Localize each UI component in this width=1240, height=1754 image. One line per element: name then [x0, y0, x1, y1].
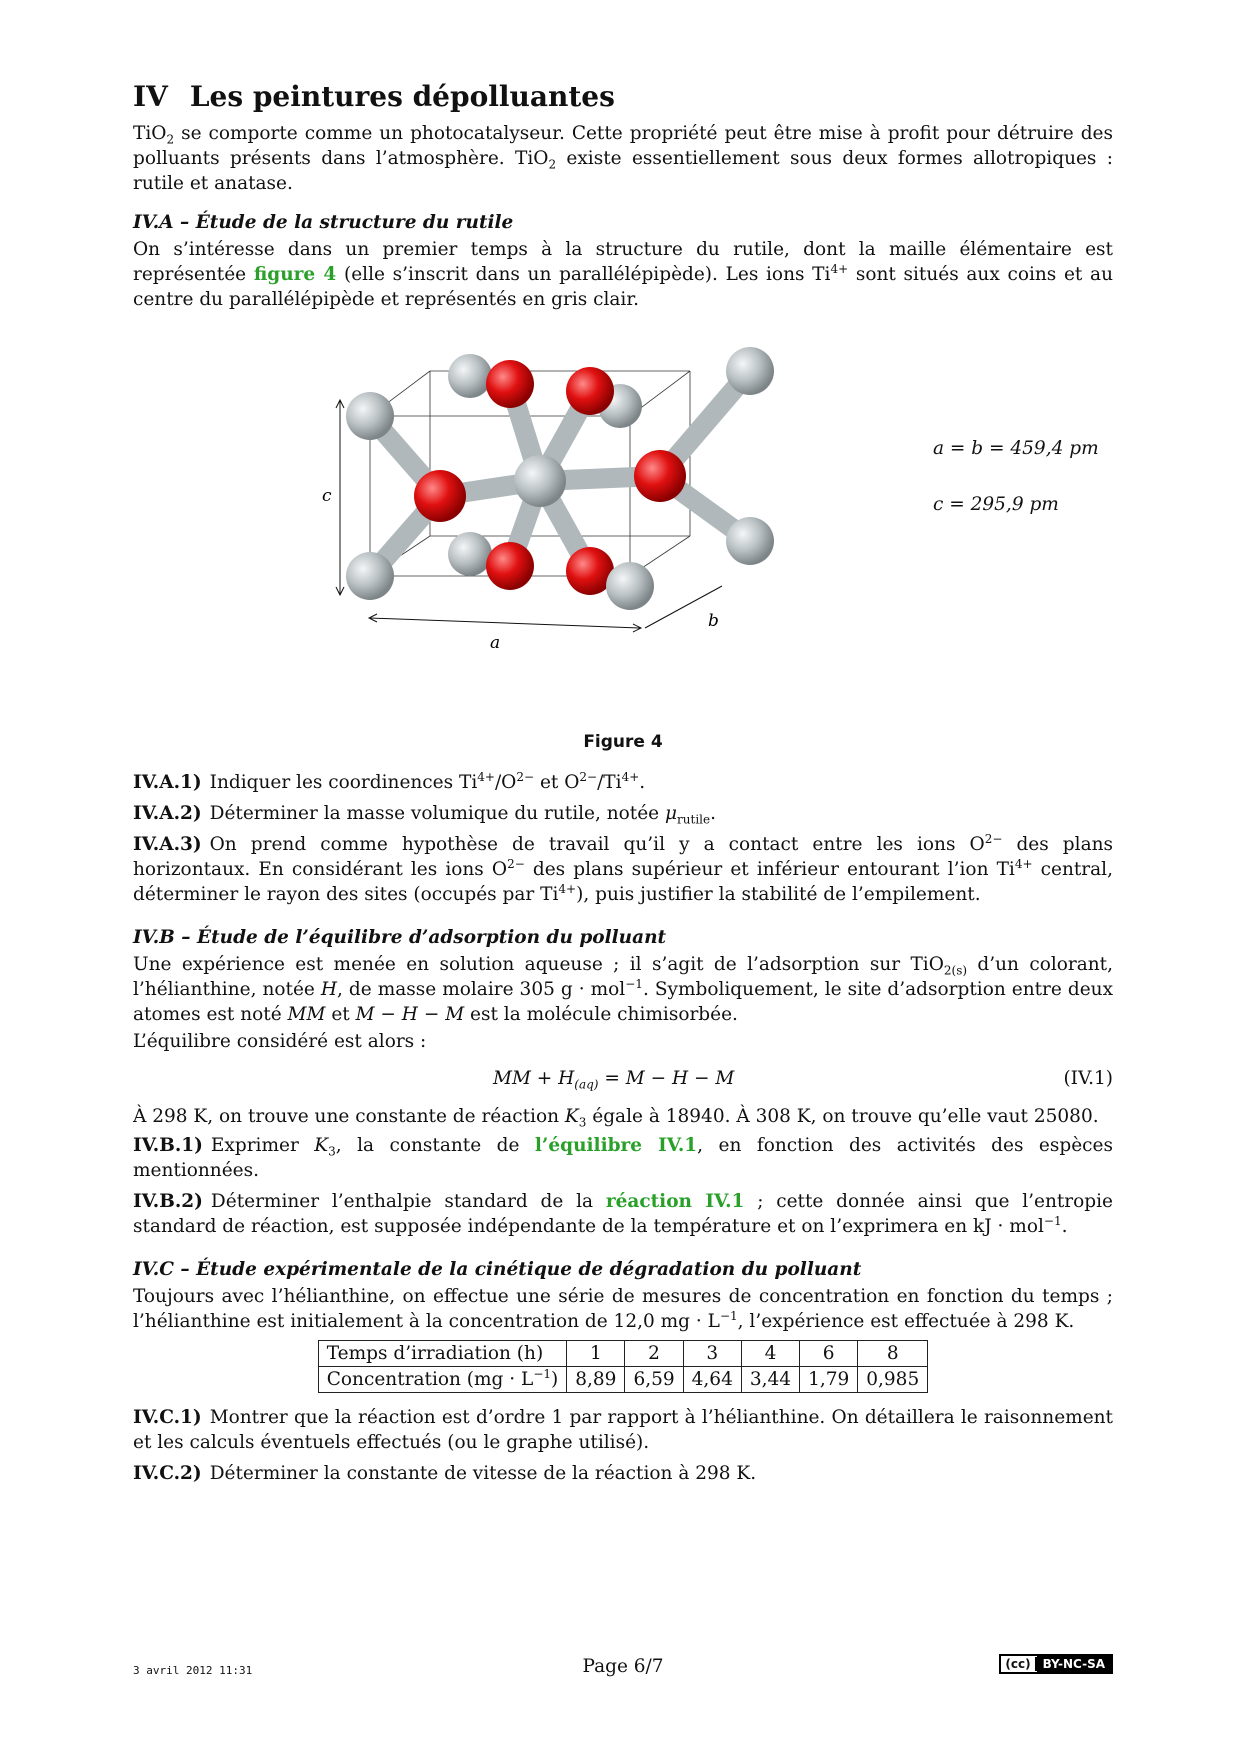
- figure-caption: Figure 4: [583, 732, 663, 752]
- superscript: 2−: [579, 769, 598, 784]
- ti-atom-center: [514, 455, 566, 507]
- question-b1: [133, 1133, 1113, 1183]
- text: . Symboliquement, le site d’adsorption entre deux atomes est noté: [133, 979, 1113, 1025]
- subscript: 3: [578, 1115, 587, 1130]
- equation-iv1: [133, 1064, 1113, 1098]
- concentration-cell: 1,79: [800, 1367, 858, 1393]
- table-row: [318, 1367, 927, 1393]
- text: Déterminer l’enthalpie standard de la: [210, 1191, 606, 1212]
- o-atom: [634, 450, 686, 502]
- question-number: IV.C.1): [133, 1407, 202, 1428]
- text: des plans horizontaux. En considérant les ions O: [133, 834, 1114, 880]
- part-a-paragraph: [133, 237, 1113, 312]
- text: ), puis justifier la stabilité de l’empilement.: [576, 884, 981, 905]
- text: Exprimer: [210, 1135, 315, 1156]
- subscript: 2: [166, 132, 175, 147]
- ti-atom: [448, 354, 492, 398]
- text: .: [710, 803, 717, 824]
- text: central, déterminer le rayon des sites (occupés par Ti: [133, 859, 1113, 905]
- text: Montrer que la réaction est d’ordre 1 par rapport à l’hélianthine. On détaillera le raisonnement et les calculs éventuels effectués (ou le graphe utilisé).: [133, 1407, 1113, 1453]
- equilibrium-link[interactable]: l’équilibre IV.1: [534, 1135, 698, 1156]
- ti-atom: [726, 347, 774, 395]
- text: /Ti: [597, 772, 622, 793]
- symbol-mu: μ: [665, 803, 678, 824]
- question-number: IV.A.3): [133, 834, 202, 855]
- superscript: 4+: [477, 769, 495, 784]
- row-label-concentration: [318, 1367, 566, 1393]
- superscript: 2−: [516, 769, 535, 784]
- concentration-cell: 6,59: [625, 1367, 683, 1393]
- row-label-time: Temps d’irradiation (h): [318, 1341, 566, 1367]
- subscript: 2(s): [943, 963, 968, 978]
- text: des plans supérieur et inférieur entourant l’ion Ti: [524, 859, 1015, 880]
- section-number: IV: [133, 80, 168, 113]
- text: et O: [534, 772, 580, 793]
- ti-atom: [346, 552, 394, 600]
- cell-parameters: [933, 436, 1099, 548]
- text: , la constante de: [335, 1135, 535, 1156]
- ti-atom: [346, 392, 394, 440]
- superscript: −1: [625, 976, 643, 991]
- concentration-cell: 0,985: [858, 1367, 928, 1393]
- symbol-k: K: [564, 1106, 579, 1127]
- text: sont situés aux coins et au centre du parallélépipède et représentés en gris clair.: [133, 264, 1114, 310]
- superscript: 2−: [984, 831, 1003, 846]
- text: ): [551, 1369, 559, 1390]
- text: On prend comme hypothèse de travail qu’il y a contact entre les ions O: [209, 834, 985, 855]
- symbol-h: H: [320, 979, 337, 1000]
- concentration-cell: 3,44: [741, 1367, 799, 1393]
- text: égale à 18940. À 308 K, on trouve qu’elle vaut 25080.: [586, 1106, 1099, 1127]
- concentration-cell: 8,89: [567, 1367, 625, 1393]
- o-atom: [486, 360, 534, 408]
- superscript: 4+: [621, 769, 640, 784]
- superscript: 4+: [558, 881, 577, 896]
- part-b-constants: [133, 1104, 1113, 1129]
- superscript: 4+: [1014, 856, 1033, 871]
- reaction-link[interactable]: réaction IV.1: [605, 1191, 745, 1212]
- question-a2: [133, 801, 1113, 826]
- question-a1: [133, 770, 1113, 795]
- page-number: Page 6/7: [582, 1656, 664, 1677]
- license-badge[interactable]: [999, 1654, 1113, 1674]
- figure-4: [133, 326, 1113, 726]
- superscript: −1: [1043, 1213, 1062, 1228]
- intro-paragraph: [133, 121, 1113, 196]
- question-number: IV.C.2): [133, 1463, 202, 1484]
- ti-atom: [448, 532, 492, 576]
- question-c2: [133, 1461, 1113, 1486]
- text: .: [639, 772, 646, 793]
- text: d’un colorant, l’hélianthine, notée: [133, 954, 1113, 1000]
- time-cell: 4: [741, 1341, 799, 1367]
- rutile-unit-cell-diagram: [322, 326, 900, 666]
- subscript: 2: [548, 157, 557, 172]
- subsection-b-title: IV.B – Étude de l’équilibre d’adsorption du polluant: [133, 927, 667, 948]
- text: et: [325, 1004, 356, 1025]
- equation-body: [493, 1068, 735, 1092]
- footer-date: 3 avril 2012 11:31: [133, 1664, 253, 1677]
- symbol-k: K: [314, 1135, 329, 1156]
- superscript: −1: [719, 1308, 738, 1323]
- time-cell: 8: [858, 1341, 928, 1367]
- text: Indiquer les coordinences Ti: [209, 772, 478, 793]
- question-number: IV.A.2): [133, 803, 202, 824]
- param-c: c = 295,9 pm: [933, 494, 1059, 515]
- text: On s’intéresse dans un premier temps à la structure du rutile, dont la maille élémentaire est représentée: [133, 239, 1113, 285]
- text: Déterminer la masse volumique du rutile, notée: [209, 803, 666, 824]
- superscript: 4+: [830, 261, 849, 276]
- text: Concentration (mg · L: [326, 1369, 534, 1390]
- kinetics-table: [318, 1340, 928, 1393]
- superscript: −1: [533, 1366, 552, 1381]
- text: TiO: [133, 123, 167, 144]
- label-a: a: [490, 633, 501, 653]
- text: se comporte comme un photocatalyseur. Cette propriété peut être mise à profit pour détruire des polluants présents dans l’atmosphère. TiO: [133, 123, 1113, 169]
- subsection-a-title: IV.A – Étude de la structure du rutile: [133, 212, 514, 233]
- text: (elle s’inscrit dans un parallélépipède). Les ions Ti: [336, 264, 831, 285]
- subscript: 3: [328, 1144, 336, 1159]
- text: ; cette donnée ainsi que l’entropie standard de réaction, est supposée indépendante de la température et on l’exprimera en kJ · mol: [133, 1191, 1113, 1237]
- question-number: IV.B.1): [133, 1135, 203, 1156]
- question-number: IV.A.1): [133, 772, 202, 793]
- section-heading: [133, 80, 1113, 113]
- time-cell: 1: [567, 1341, 625, 1367]
- cc-icon: (cc): [1001, 1657, 1036, 1671]
- ti-atom: [726, 517, 774, 565]
- text: = M − H − M: [598, 1068, 735, 1089]
- concentration-cell: 4,64: [683, 1367, 741, 1393]
- table-row: [318, 1341, 927, 1367]
- text: , l’expérience est effectuée à 298 K.: [737, 1311, 1075, 1332]
- text: Déterminer la constante de vitesse de la réaction à 298 K.: [209, 1463, 757, 1484]
- section-title: Les peintures dépolluantes: [189, 80, 615, 113]
- text: MM + H: [493, 1068, 575, 1089]
- label-c: c: [322, 486, 332, 506]
- text: .: [1061, 1216, 1068, 1237]
- param-ab: a = b = 459,4 pm: [933, 438, 1099, 459]
- subsection-c-title: IV.C – Étude expérimentale de la cinétique de dégradation du polluant: [133, 1259, 862, 1280]
- question-a3: [133, 832, 1113, 907]
- text: est la molécule chimisorbée.: [464, 1004, 738, 1025]
- text: , de masse molaire 305 g · mol: [337, 979, 626, 1000]
- part-c-paragraph: [133, 1284, 1113, 1334]
- text: /O: [494, 772, 517, 793]
- o-atom: [486, 542, 534, 590]
- superscript: 2−: [507, 856, 525, 871]
- subscript: (aq): [574, 1077, 599, 1092]
- symbol-mm: MM: [287, 1004, 326, 1025]
- ti-atom: [606, 562, 654, 610]
- page-footer: [133, 1654, 1113, 1680]
- text: existe essentiellement sous deux formes allotropiques : rutile et anatase.: [133, 148, 1113, 194]
- symbol-mhm: M − H − M: [355, 1004, 465, 1025]
- question-b2: [133, 1189, 1113, 1239]
- label-b: b: [708, 611, 719, 631]
- license-text: BY-NC-SA: [1037, 1656, 1111, 1672]
- text: À 298 K, on trouve une constante de réaction: [133, 1106, 565, 1127]
- o-atom: [414, 470, 466, 522]
- time-cell: 3: [683, 1341, 741, 1367]
- o-atom: [566, 367, 614, 415]
- question-number: IV.B.2): [133, 1191, 203, 1212]
- text: Une expérience est menée en solution aqueuse ; il s’agit de l’adsorption sur TiO: [133, 954, 944, 975]
- part-b-paragraph: [133, 952, 1113, 1027]
- figure-link[interactable]: figure 4: [253, 264, 337, 285]
- subscript: rutile: [677, 812, 711, 827]
- text: , en fonction des activités des espèces mentionnées.: [133, 1135, 1113, 1181]
- equilibrium-intro: L’équilibre considéré est alors :: [133, 1031, 427, 1052]
- equation-tag: (IV.1): [1063, 1068, 1113, 1089]
- text: Toujours avec l’hélianthine, on effectue une série de mesures de concentration en fonction du temps ; l’hélianthine est initialement à la concentration de 12,0 mg · L: [133, 1286, 1113, 1332]
- page: [133, 80, 1113, 1486]
- time-cell: 2: [625, 1341, 683, 1367]
- time-cell: 6: [800, 1341, 858, 1367]
- question-c1: [133, 1405, 1113, 1455]
